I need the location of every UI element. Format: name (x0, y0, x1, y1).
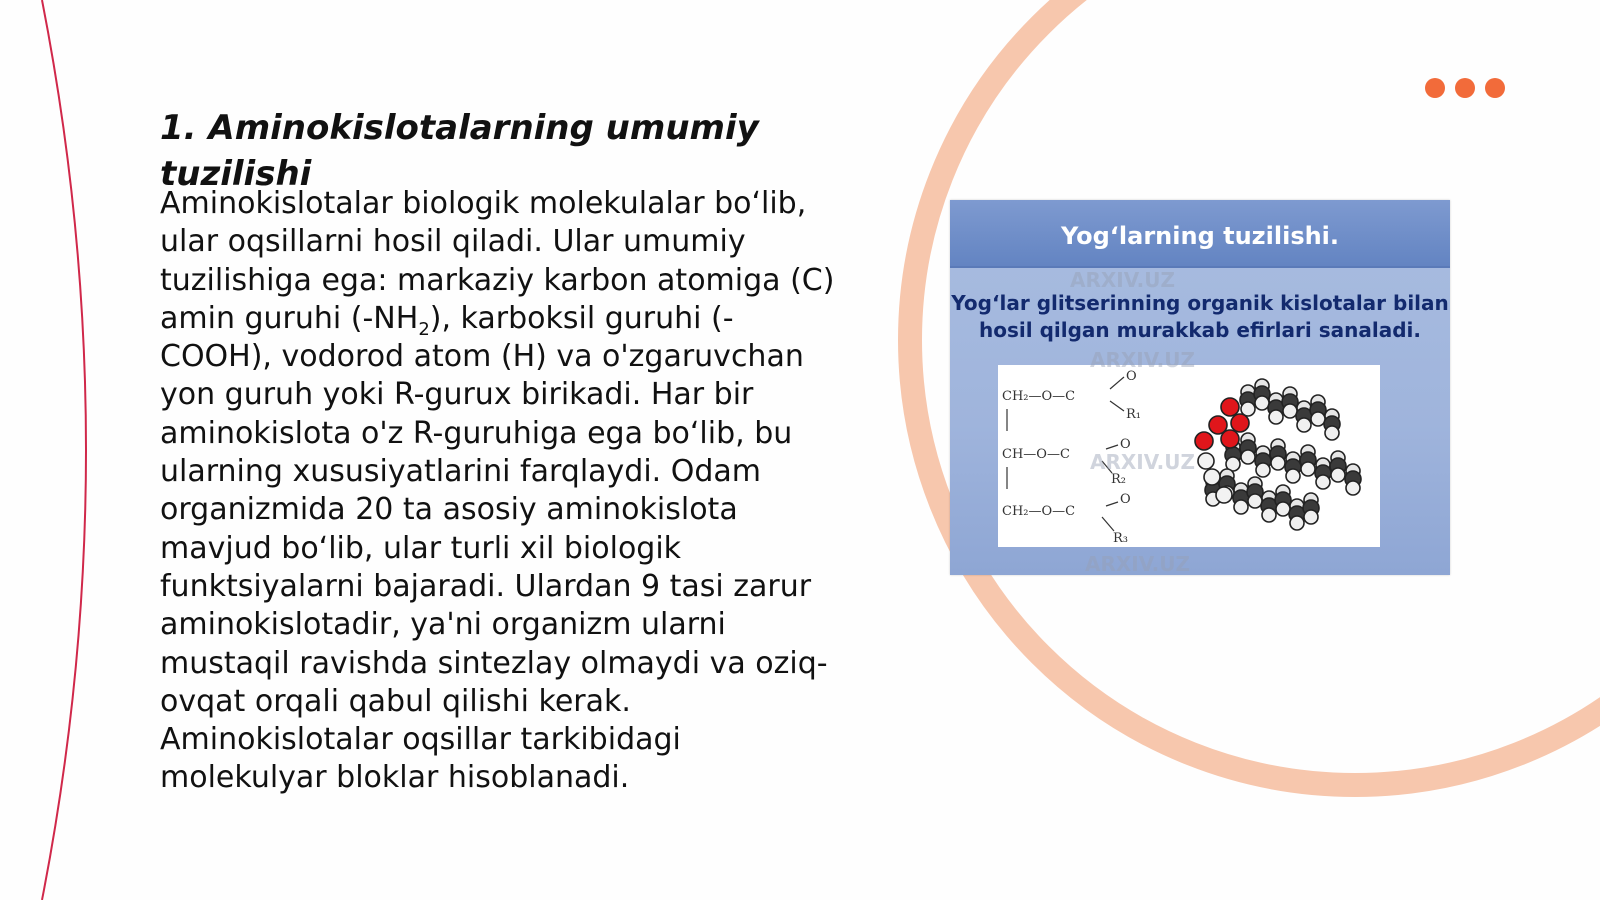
watermark-3: ARXIV.UZ (1090, 450, 1195, 474)
hydrogen-atom (1331, 468, 1345, 482)
hydrogen-atom (1234, 500, 1248, 514)
hydrogen-atom (1269, 410, 1283, 424)
hydrogen-atom (1276, 502, 1290, 516)
hydrogen-atom (1283, 404, 1297, 418)
watermark-4: ARXIV.UZ (1085, 552, 1190, 575)
embedded-slide-image (950, 200, 1450, 575)
hydrogen-atom (1248, 494, 1262, 508)
body-text-2: ), karboksil guruhi (-COOH), vodorod atom (H) va o'zgaruvchan yon guruh yoki R-gurux birikadi. Har bir aminokislota o'z R-guruhiga ega bo‘lib, bu ularning xususiyatlarini farqlaydi. Odam organizmida 20 ta asosiy aminokislota mavjud bo‘lib, ular turli xil biologik funktsiyalarni bajaradi. Ulardan 9 tasi zarur aminokislotadir, ya'ni organizm ularni mustaqil ravishda sintezlay olmaydi va oziq-ovqat orqali qabul qilishi kerak. Aminokislotalar oqsillar tarkibidagi molekulyar bloklar hisoblanadi. (160, 300, 828, 796)
hydrogen-atom (1256, 463, 1270, 477)
hydrogen-atom (1286, 469, 1300, 483)
formula-row-3: CH₂—O—C (1002, 504, 1076, 519)
hydrogen-atom (1311, 412, 1325, 426)
hydrogen-atom (1271, 456, 1285, 470)
slide-body (160, 185, 840, 798)
hydrogen-atom (1262, 508, 1276, 522)
oxygen-atom (1221, 398, 1239, 416)
formula-row-2: CH—O—C (1002, 447, 1070, 462)
oxygen-atom (1231, 414, 1249, 432)
hydrogen-atom (1346, 481, 1360, 495)
image-subtitle: Yog‘lar glitserinning organik kislotalar bilan hosil qilgan murakkab efirlari sanaladi. (951, 291, 1449, 342)
dot-1 (1425, 78, 1445, 98)
hydrogen-atom (1204, 469, 1220, 485)
hydrogen-atom (1241, 450, 1255, 464)
formula-r3: R₃ (1113, 531, 1128, 546)
hydrogen-atom (1297, 418, 1311, 432)
formula-r1: R₁ (1126, 407, 1141, 422)
slide-title: 1. Aminokislotalarning umumiy tuzilishi (160, 108, 759, 194)
hydrogen-atom (1325, 426, 1339, 440)
watermark-2: ARXIV.UZ (1090, 348, 1195, 372)
hydrogen-atom (1304, 510, 1318, 524)
hydrogen-atom (1255, 396, 1269, 410)
menu-dots (1425, 78, 1505, 98)
oxygen-atom (1195, 432, 1213, 450)
left-red-curve (42, 0, 86, 900)
hydrogen-atom (1290, 516, 1304, 530)
hydrogen-atom (1198, 453, 1214, 469)
hydrogen-atom (1216, 487, 1232, 503)
oxygen-atom (1221, 430, 1239, 448)
dot-3 (1485, 78, 1505, 98)
watermark-1: ARXIV.UZ (1070, 268, 1175, 292)
dot-2 (1455, 78, 1475, 98)
image-heading: Yog‘larning tuzilishi. (950, 200, 1450, 268)
formula-row-1: CH₂—O—C (1002, 389, 1076, 404)
hydrogen-atom (1301, 462, 1315, 476)
hydrogen-atom (1316, 475, 1330, 489)
body-text-1: Aminokislotalar biologik molekulalar bo‘lib, ular oqsillarni hosil qiladi. Ular umumiy tuzilishiga ega: markaziy karbon atomiga (C) amin guruhi (-NH (160, 186, 835, 336)
formula-r2: R₂ (1111, 472, 1126, 487)
formula-o-2: O (1120, 437, 1131, 452)
body-subscript: 2 (418, 318, 430, 340)
formula-o-3: O (1120, 492, 1131, 507)
formula-o-1: O (1126, 369, 1137, 384)
